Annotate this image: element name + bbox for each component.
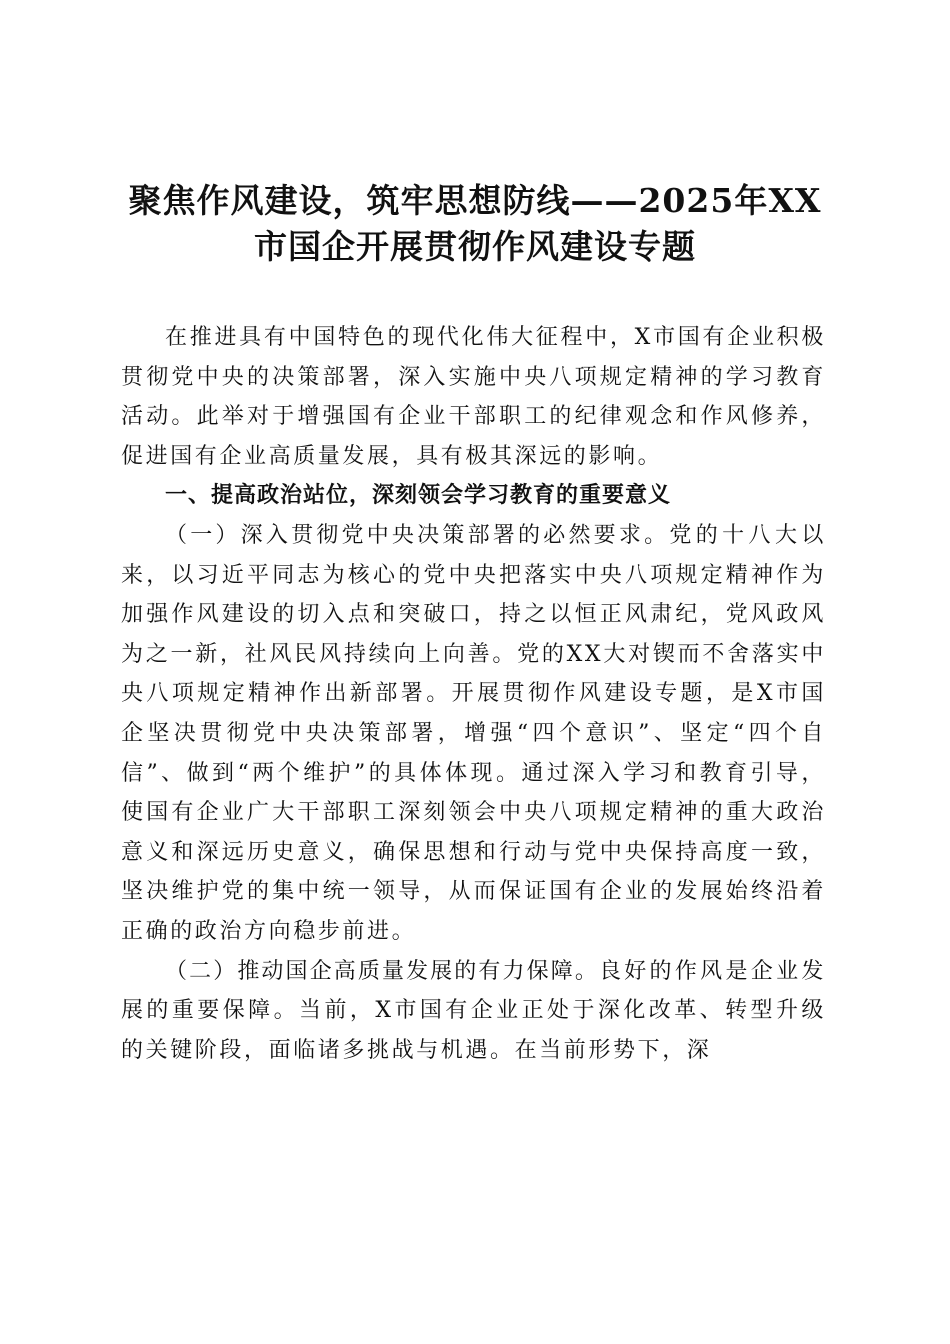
subsection-lead-2: （二）推动国企高质量发展的有力保障。 (165, 958, 599, 984)
document-title (110, 178, 840, 270)
document-body (121, 318, 826, 1070)
section-heading-1: 一、提高政治站位，深刻领会学习教育的重要意义 (165, 483, 672, 509)
subsection-paragraph-2 (121, 952, 826, 1071)
subsection-text-1: 党的十八大以来，以习近平同志为核心的党中央把落实中央八项规定精神作为加强作风建设的切入点和突破口，持之以恒正风肃纪，党风政风为之一新，社风民风持续向上向善。党的XX大对锲而不舍落实中央八项规定精神作出新部署。开展贯彻作风建设专题，是X市国企坚决贯彻党中央决策部署，增强“四个意识”、坚定“四个自信”、做到“两个维护”的具体体现。通过深入学习和教育引导，使国有企业广大干部职工深刻领会中央八项规定精神的重大政治意义和深远历史意义，确保思想和行动与党中央保持高度一致，坚决维护党的集中统一领导，从而保证国有企业的发展始终沿着正确的政治方向稳步前进。 (121, 522, 826, 944)
title-line-1: 聚焦作风建设，筑牢思想防线——2025年XX (128, 181, 822, 220)
subsection-text-2: 良好的作风是企业发展的重要保障。当前，X市国有企业正处于深化改革、转型升级的关键阶段，面临诸多挑战与机遇。在当前形势下，深 (121, 958, 826, 1063)
title-line-2: 市国企开展贯彻作风建设专题 (254, 227, 696, 266)
subsection-paragraph-1 (121, 516, 826, 952)
subsection-lead-1: （一）深入贯彻党中央决策部署的必然要求。 (165, 522, 670, 548)
intro-paragraph: 在推进具有中国特色的现代化伟大征程中，X市国有企业积极贯彻党中央的决策部署，深入实施中央八项规定精神的学习教育活动。此举对于增强国有企业干部职工的纪律观念和作风修养，促进国有企业高质量发展，具有极其深远的影响。 (121, 325, 826, 469)
